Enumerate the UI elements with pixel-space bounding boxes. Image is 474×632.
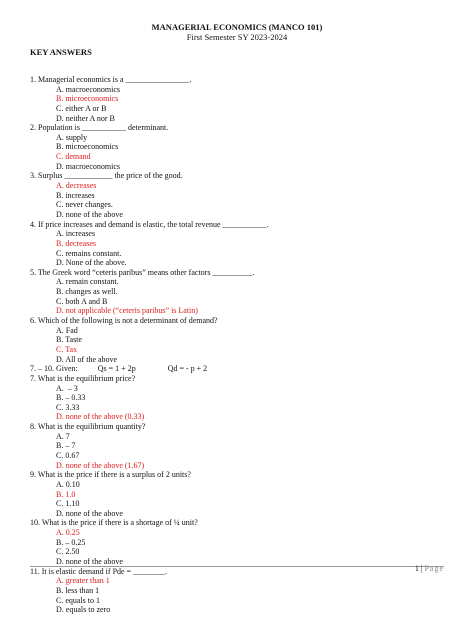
answer-option-correct: B. 1.0	[56, 489, 76, 499]
answer-option: A. 7	[56, 431, 70, 441]
answer-option: A. – 3	[56, 383, 78, 393]
answer-option: D. none of the above	[56, 557, 123, 567]
answer-option-correct: D. none of the above (1.67)	[56, 460, 145, 470]
answer-option: B. less than 1	[56, 585, 100, 595]
answer-option: B. microeconomics	[56, 142, 119, 152]
question-text: 10. What is the price if there is a shortage of ¼ unit?	[30, 518, 198, 528]
page-label: Page	[424, 564, 444, 573]
question-text: 3. Surplus ____________ the price of the good.	[30, 171, 183, 181]
answer-option: D. None of the above.	[56, 258, 127, 268]
answer-option-correct: B. microeconomics	[56, 94, 119, 104]
answer-option: C. both A and B	[56, 296, 108, 306]
answer-option: A. 0.10	[56, 479, 80, 489]
footer-divider	[30, 566, 444, 567]
answer-option-correct: C. demand	[56, 152, 91, 162]
question-text: 11. It is elastic demand if Pde = ________.	[30, 566, 168, 576]
question-text: 6. Which of the following is not a determinant of demand?	[30, 316, 218, 326]
answer-option: D. none of the above	[56, 508, 123, 518]
answer-option: D. macroeconomics	[56, 161, 120, 171]
document-title: MANAGERIAL ECONOMICS (MANCO 101)	[151, 22, 323, 32]
question-list	[30, 75, 450, 615]
page-number: 1	[414, 564, 419, 573]
page-footer	[415, 564, 444, 573]
answer-option: B. increases	[56, 190, 95, 200]
answer-option: D. none of the above	[56, 209, 123, 219]
answer-option: B. Taste	[56, 335, 82, 345]
key-answers-heading: KEY ANSWERS	[30, 47, 92, 57]
question-text: 1. Managerial economics is a ________________.	[30, 75, 192, 84]
answer-option-correct: A. greater than 1	[56, 576, 110, 586]
answer-option: B. – 0.25	[56, 537, 86, 547]
answer-option: C. either A or B	[56, 103, 107, 113]
page-separator: |	[420, 564, 423, 573]
answer-option: D. equals to zero	[56, 605, 111, 615]
answer-option: C. equals to 1	[56, 595, 100, 605]
question-text: 2. Population is ___________ determinant.	[30, 123, 169, 133]
answer-option: A. Fad	[56, 325, 78, 335]
answer-option: A. supply	[56, 132, 88, 142]
answer-option-correct: B. decreases	[56, 238, 96, 248]
answer-option: C. never changes.	[56, 200, 113, 210]
document-subtitle: First Semester SY 2023-2024	[186, 32, 288, 42]
answer-option-correct: D. none of the above (0.33)	[56, 412, 145, 422]
answer-option: A. increases	[56, 229, 96, 239]
answer-option: A. macroeconomics	[56, 84, 120, 94]
answer-option-correct: C. Tax	[56, 344, 78, 354]
answer-option: B. – 0.33	[56, 393, 86, 403]
answer-option: B. changes as well.	[56, 287, 118, 297]
answer-option-correct: D. not applicable (“ceteris paribus” is Latin)	[56, 306, 198, 316]
document-header	[0, 22, 474, 42]
answer-option: C. 3.33	[56, 402, 80, 412]
question-text: 5. The Greek word “ceteris paribus” means other factors __________.	[30, 267, 255, 277]
answer-option: D. neither A nor B	[56, 113, 115, 123]
answer-option: A. remain constant.	[56, 277, 119, 287]
question-text: 7. What is the equilibrium price?	[30, 373, 136, 383]
answer-option: C. 2.50	[56, 547, 80, 557]
answer-option: C. 1.10	[56, 499, 80, 509]
answer-option-correct: A. 0.25	[56, 528, 80, 538]
question-text: 9. What is the price if there is a surplus of 2 units?	[30, 470, 191, 480]
question-text: 8. What is the equilibrium quantity?	[30, 422, 146, 432]
answer-option: D. All of the above	[56, 354, 118, 364]
answer-option: C. remains constant.	[56, 248, 122, 258]
answer-option-correct: A. decreases	[56, 181, 97, 191]
question-text: 4. If price increases and demand is elastic, the total revenue ___________.	[30, 219, 269, 229]
answer-option: B. – 7	[56, 441, 76, 451]
answer-option: C. 0.67	[56, 450, 80, 460]
question-text: 7. – 10. Given: Qs = 1 + 2p Qd = - p + 2	[30, 364, 208, 374]
